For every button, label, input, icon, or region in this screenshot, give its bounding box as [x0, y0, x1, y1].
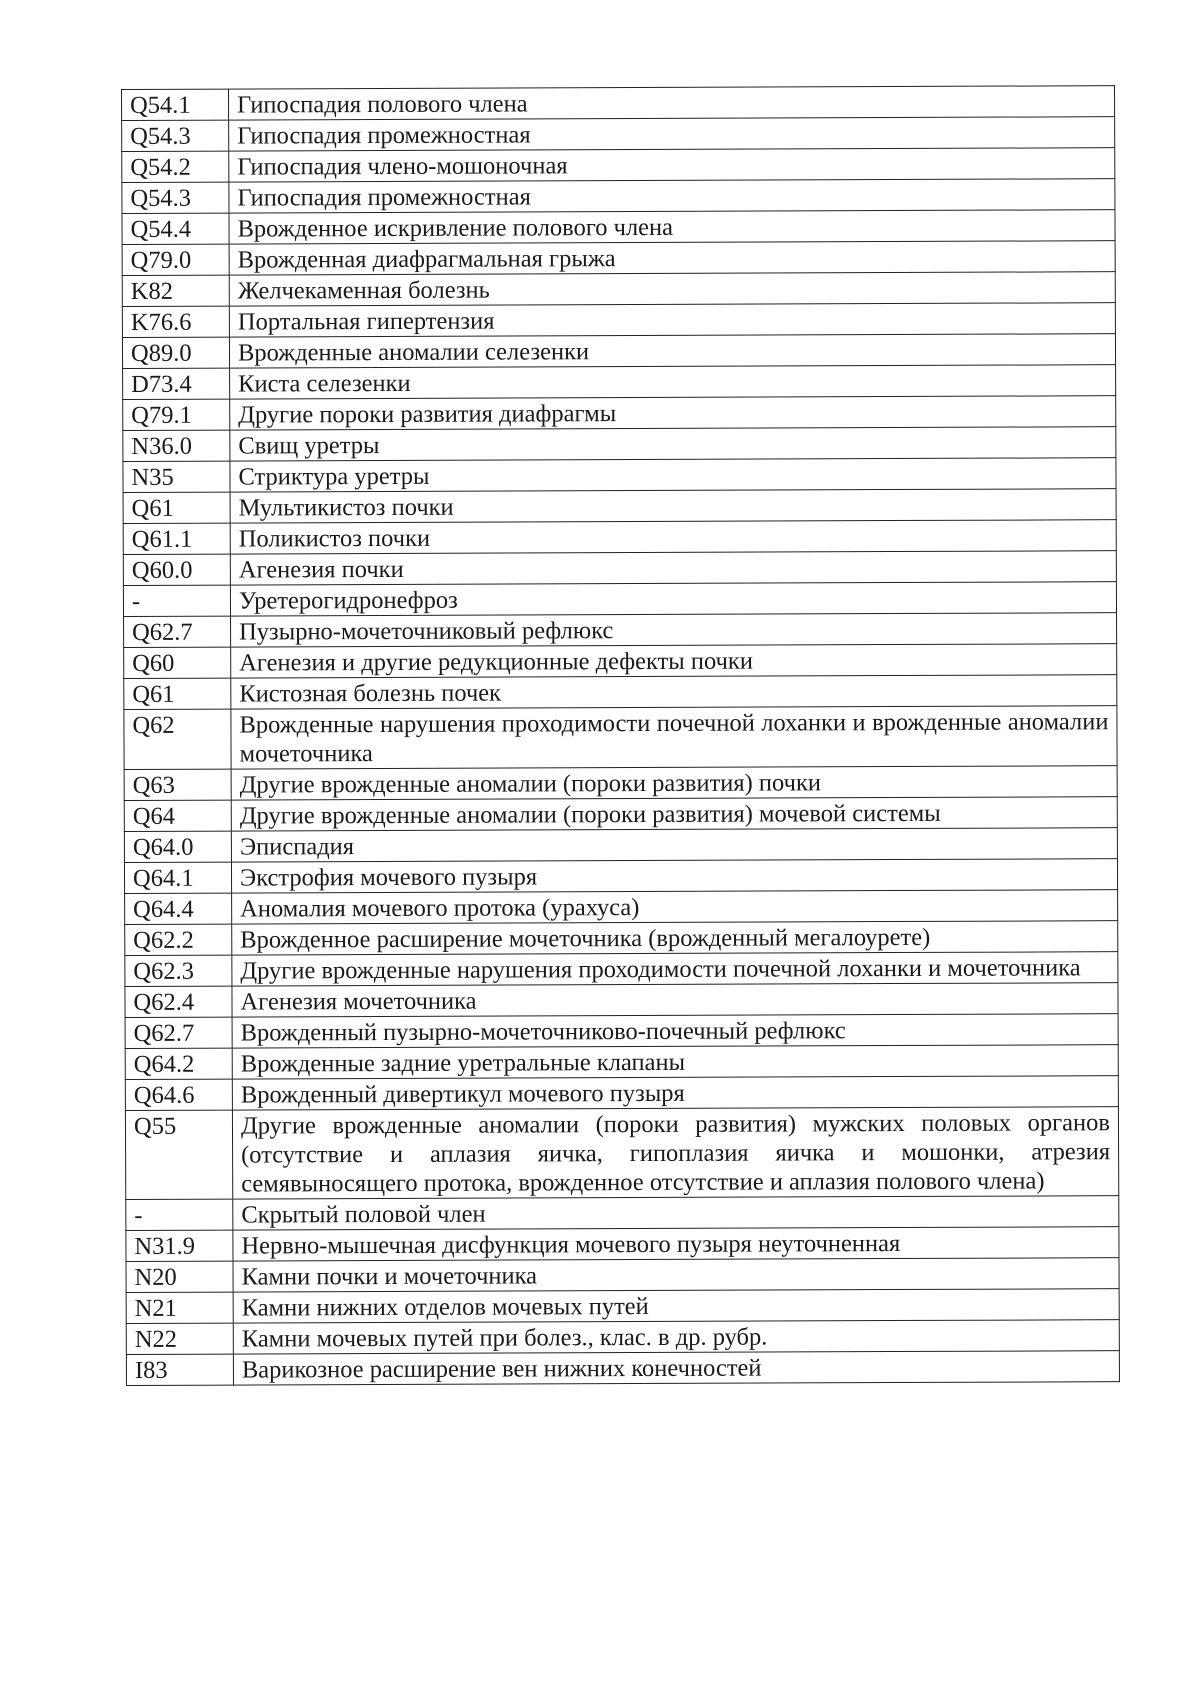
diagnosis-description-cell: Агенезия и другие редукционные дефекты почки	[231, 644, 1117, 678]
diagnosis-code-cell: I83	[126, 1354, 233, 1385]
diagnosis-description-cell: Портальная гипертензия	[229, 303, 1115, 337]
table-row	[124, 766, 1117, 801]
table-row	[124, 859, 1117, 894]
diagnosis-code-cell: Q54.3	[122, 182, 229, 213]
diagnosis-code-cell: Q61.1	[123, 523, 230, 554]
diagnosis-description-cell: Другие врожденные аномалии (пороки развития) почки	[231, 766, 1117, 800]
table-row	[123, 458, 1116, 493]
diagnosis-code-cell: Q64.4	[125, 893, 232, 924]
diagnosis-description-cell: Варикозное расширение вен нижних конечностей	[233, 1351, 1119, 1385]
diagnosis-code-cell: Q89.0	[122, 337, 229, 368]
table-row	[123, 365, 1116, 400]
diagnosis-description-cell: Свищ уретры	[230, 427, 1116, 461]
diagnosis-description-cell: Врожденные задние уретральные клапаны	[232, 1045, 1118, 1079]
table-row	[122, 86, 1115, 121]
diagnosis-code-cell: Q64.1	[124, 862, 231, 893]
diagnosis-code-cell: Q55	[125, 1110, 232, 1199]
diagnosis-code-cell: -	[123, 585, 230, 616]
diagnosis-description-cell: Камни нижних отделов мочевых путей	[233, 1289, 1119, 1323]
diagnosis-description-cell: Гипоспадия полового члена	[229, 86, 1115, 120]
diagnosis-code-cell: Q60.0	[123, 554, 230, 585]
diagnosis-description-cell: Врожденный дивертикул мочевого пузыря	[232, 1076, 1118, 1110]
table-row	[125, 1014, 1118, 1049]
diagnosis-description-cell: Желчекаменная болезнь	[229, 272, 1115, 306]
diagnosis-code-cell: Q54.1	[122, 89, 229, 120]
diagnosis-code-cell: Q62.4	[125, 986, 232, 1017]
diagnosis-code-cell: Q61	[123, 492, 230, 523]
diagnosis-description-cell: Экстрофия мочевого пузыря	[231, 859, 1117, 893]
diagnosis-description-cell: Врожденный пузырно-мочеточниково-почечный рефлюкс	[232, 1014, 1118, 1048]
table-row	[124, 797, 1117, 832]
diagnosis-description-cell: Врожденные нарушения проходимости почечной лоханки и врожденные аномалии мочеточника	[231, 706, 1117, 769]
diagnosis-description-cell: Агенезия мочеточника	[232, 983, 1118, 1017]
diagnosis-code-cell: Q64	[124, 800, 231, 831]
diagnosis-description-cell: Гипоспадия промежностная	[229, 179, 1115, 213]
table-row	[126, 1289, 1119, 1324]
diagnosis-description-cell: Уретерогидронефроз	[230, 582, 1116, 616]
table-row	[125, 1076, 1118, 1111]
diagnosis-description-cell: Другие врожденные нарушения проходимости почечной лоханки и мочеточника	[232, 952, 1118, 986]
diagnosis-description-cell: Врожденная диафрагмальная грыжа	[229, 241, 1115, 275]
diagnosis-description-cell: Гипоспадия промежностная	[229, 117, 1115, 151]
diagnosis-code-cell: Q79.1	[123, 399, 230, 430]
diagnosis-description-cell: Другие врожденные аномалии (пороки развития) мужских половых органов (отсутствие и аплазия яичка, гипоплазия яичка и мошонки, атрезия семявыносящего протока, врожденное отсутствие и аплазия полового члена)	[232, 1107, 1118, 1199]
diagnosis-description-cell: Эписпадия	[231, 828, 1117, 862]
diagnosis-code-cell: D73.4	[123, 368, 230, 399]
table-body	[122, 86, 1120, 1386]
diagnosis-description-cell: Пузырно-мочеточниковый рефлюкс	[231, 613, 1117, 647]
table-row	[122, 334, 1115, 369]
table-row	[122, 272, 1115, 307]
diagnosis-code-cell: N31.9	[126, 1230, 233, 1261]
table-row	[122, 210, 1115, 245]
diagnosis-description-cell: Камни мочевых путей при болез., клас. в др. рубр.	[233, 1320, 1119, 1354]
table-row	[122, 303, 1115, 338]
diagnosis-description-cell: Врожденное искривление полового члена	[229, 210, 1115, 244]
diagnosis-description-cell: Агенезия почки	[230, 551, 1116, 585]
diagnosis-description-cell: Другие пороки развития диафрагмы	[230, 396, 1116, 430]
table-row	[125, 890, 1118, 925]
diagnosis-description-cell: Киста селезенки	[230, 365, 1116, 399]
diagnosis-description-cell: Врожденные аномалии селезенки	[229, 334, 1115, 368]
table-row	[122, 117, 1115, 152]
table-row	[126, 1227, 1119, 1262]
diagnosis-code-cell: Q61	[124, 678, 231, 709]
diagnosis-code-cell: Q64.6	[125, 1079, 232, 1110]
diagnosis-description-cell: Другие врожденные аномалии (пороки развития) мочевой системы	[231, 797, 1117, 831]
diagnosis-description-cell: Кистозная болезнь почек	[231, 675, 1117, 709]
diagnosis-code-cell: N21	[126, 1292, 233, 1323]
table-row	[125, 921, 1118, 956]
table-row	[125, 952, 1118, 987]
diagnosis-code-cell: Q62	[124, 709, 231, 769]
table-row	[123, 520, 1116, 555]
table-row	[123, 396, 1116, 431]
table-row	[125, 1107, 1118, 1200]
table-row	[124, 675, 1117, 710]
table-row	[123, 489, 1116, 524]
diagnosis-code-cell: Q62.3	[125, 955, 232, 986]
diagnosis-code-cell: Q60	[124, 647, 231, 678]
table-row	[123, 551, 1116, 586]
diagnosis-description-cell: Скрытый половой член	[233, 1196, 1119, 1230]
table-row	[126, 1196, 1119, 1231]
diagnosis-description-cell: Нервно-мышечная дисфункция мочевого пузыря неуточненная	[233, 1227, 1119, 1261]
table-row	[126, 1320, 1119, 1355]
diagnosis-description-cell: Стриктура уретры	[230, 458, 1116, 492]
table-row	[125, 1045, 1118, 1080]
diagnosis-code-cell: Q62.2	[125, 924, 232, 955]
diagnosis-code-cell: N20	[126, 1261, 233, 1292]
table-row	[123, 427, 1116, 462]
diagnosis-code-cell: Q54.4	[122, 213, 229, 244]
diagnosis-description-cell: Камни почки и мочеточника	[233, 1258, 1119, 1292]
diagnosis-description-cell: Аномалия мочевого протока (урахуса)	[232, 890, 1118, 924]
diagnosis-code-cell: Q54.2	[122, 151, 229, 182]
table-row	[126, 1258, 1119, 1293]
table-row	[124, 613, 1117, 648]
table-row	[126, 1351, 1119, 1386]
diagnosis-codes-table	[121, 85, 1120, 1386]
diagnosis-code-cell: Q79.0	[122, 244, 229, 275]
diagnosis-code-cell: N22	[126, 1323, 233, 1354]
diagnosis-description-cell: Мультикистоз почки	[230, 489, 1116, 523]
diagnosis-code-cell: N36.0	[123, 430, 230, 461]
diagnosis-code-cell: Q54.3	[122, 120, 229, 151]
diagnosis-code-cell: N35	[123, 461, 230, 492]
diagnosis-code-cell: K82	[122, 275, 229, 306]
table-row	[125, 983, 1118, 1018]
diagnosis-code-cell: Q64.2	[125, 1048, 232, 1079]
table-row	[123, 582, 1116, 617]
table-row	[122, 241, 1115, 276]
table-row	[124, 644, 1117, 679]
table-row	[122, 179, 1115, 214]
diagnosis-code-cell: Q62.7	[125, 1017, 232, 1048]
diagnosis-description-cell: Поликистоз почки	[230, 520, 1116, 554]
diagnosis-code-cell: Q64.0	[124, 831, 231, 862]
diagnosis-code-cell: Q63	[124, 769, 231, 800]
table-row	[124, 828, 1117, 863]
diagnosis-description-cell: Врожденное расширение мочеточника (врожденный мегалоурете)	[232, 921, 1118, 955]
diagnosis-description-cell: Гипоспадия члено-мошоночная	[229, 148, 1115, 182]
table-row	[124, 706, 1117, 770]
diagnosis-code-cell: K76.6	[122, 306, 229, 337]
diagnosis-code-cell: Q62.7	[124, 616, 231, 647]
table-row	[122, 148, 1115, 183]
diagnosis-code-cell: -	[126, 1199, 233, 1230]
